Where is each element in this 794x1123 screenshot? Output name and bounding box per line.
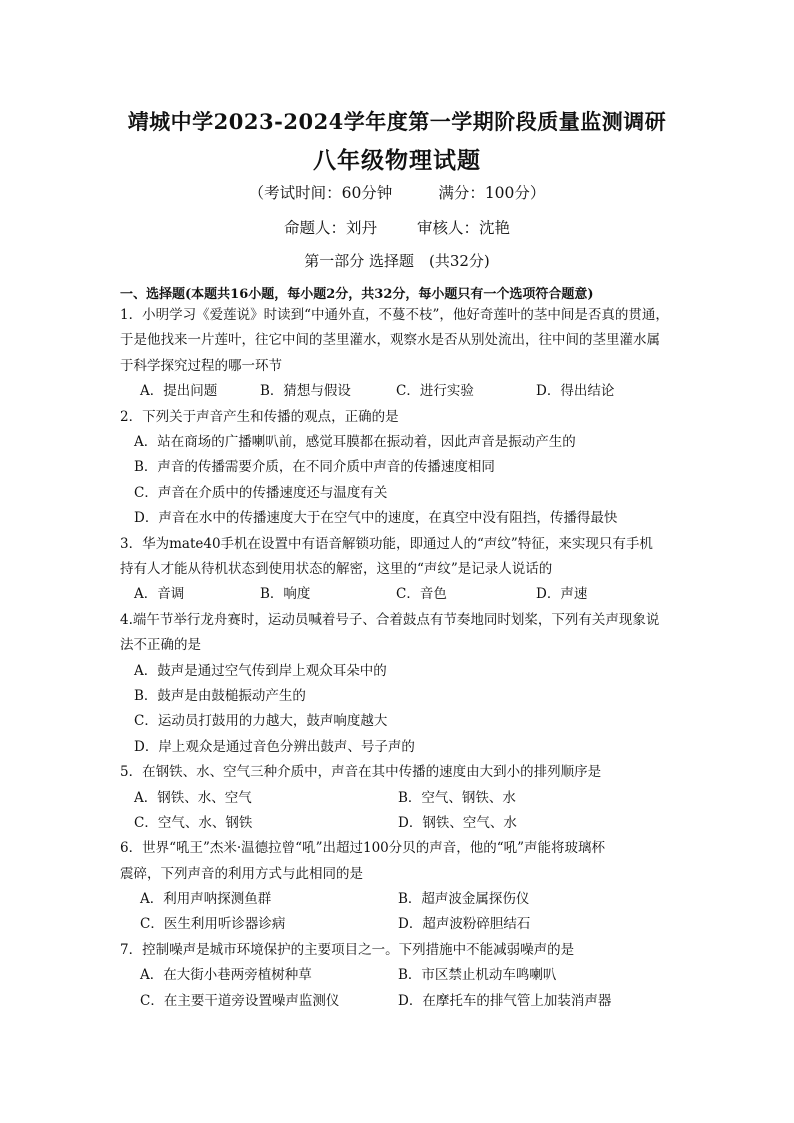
q4-option-d: D．岸上观众是通过音色分辨出鼓声、号子声的 — [134, 739, 415, 755]
q4-line-1: 4.端午节举行龙舟赛时，运动员喊着号子、合着鼓点有节奏地同时划桨，下列有关声现象说 — [120, 612, 660, 628]
q3-option-c: C．音色 — [396, 586, 447, 602]
q7-line-1: 7．控制噪声是城市环境保护的主要项目之一。下列措施中不能减弱噪声的是 — [120, 942, 575, 958]
exam-subtitle: 八年级物理试题 — [313, 147, 481, 174]
part-heading: 第一部分 选择题 (共32分) — [304, 252, 490, 270]
q6-option-b: B．超声波金属探伤仪 — [398, 891, 530, 907]
reviewer: 审核人：沈艳 — [417, 219, 511, 237]
q3-line-2: 持有人才能从待机状态到使用状态的解密，这里的“声纹”是记录人说话的 — [120, 561, 553, 577]
q5-line-1: 5．在钢铁、水、空气三种介质中，声音在其中传播的速度由大到小的排列顺序是 — [120, 764, 602, 780]
q2-option-b: B．声音的传播需要介质，在不同介质中声音的传播速度相同 — [134, 459, 495, 475]
author: 命题人：刘丹 — [283, 219, 377, 237]
q7-option-a: A．在大街小巷两旁植树种草 — [140, 967, 312, 983]
q6-line-2: 震碎，下列声音的利用方式与此相同的是 — [120, 866, 363, 882]
q2-line-1: 2．下列关于声音产生和传播的观点，正确的是 — [120, 409, 399, 425]
q3-line-1: 3．华为mate40手机在设置中有语音解锁功能，即通过人的“声纹”特征，来实现只有手机 — [120, 536, 653, 552]
q2-option-a: A．站在商场的广播喇叭前，感觉耳膜都在振动着，因此声音是振动产生的 — [134, 434, 576, 450]
q1-option-b: B．猜想与假设 — [260, 383, 351, 399]
exam-time: （考试时间：60分钟 — [248, 184, 393, 202]
q5-option-c: C．空气、水、钢铁 — [134, 815, 253, 831]
q3-option-a: A．音调 — [134, 586, 185, 602]
q4-option-b: B．鼓声是由鼓槌振动产生的 — [134, 688, 306, 704]
q3-option-b: B．响度 — [260, 586, 311, 602]
q4-option-c: C．运动员打鼓用的力越大，鼓声响度越大 — [134, 713, 388, 729]
q7-option-d: D．在摩托车的排气管上加装消声器 — [398, 993, 612, 1009]
q6-option-a: A．利用声呐探测鱼群 — [140, 891, 272, 907]
q6-option-c: C．医生利用听诊器诊病 — [140, 916, 286, 932]
q7-option-c: C．在主要干道旁设置噪声监测仪 — [140, 993, 340, 1009]
q4-option-a: A．鼓声是通过空气传到岸上观众耳朵中的 — [134, 663, 387, 679]
q6-option-d: D．超声波粉碎胆结石 — [398, 916, 531, 932]
exam-title: 靖城中学2023-2024学年度第一学期阶段质量监测调研 — [127, 109, 667, 134]
q2-option-d: D．声音在水中的传播速度大于在空气中的速度，在真空中没有阻挡，传播得最快 — [134, 510, 618, 526]
q1-option-a: A．提出问题 — [140, 383, 218, 399]
q1-line-2: 于是他找来一片莲叶，往它中间的茎里灌水，观察水是否从别处流出，往中间的茎里灌水属 — [120, 332, 660, 348]
q7-option-b: B．市区禁止机动车鸣喇叭 — [398, 967, 557, 983]
q2-option-c: C．声音在介质中的传播速度还与温度有关 — [134, 485, 388, 501]
exam-meta-time — [0, 181, 794, 203]
q5-option-a: A．钢铁、水、空气 — [134, 790, 252, 806]
q1-line-1: 1．小明学习《爱莲说》时读到“中通外直，不蔓不枝”，他好奇莲叶的茎中间是否真的贯通， — [120, 307, 669, 323]
full-score: 满分：100分） — [438, 184, 546, 202]
q5-option-d: D．钢铁、空气、水 — [398, 815, 517, 831]
q6-line-1: 6．世界“吼王”杰米·温德拉曾“吼”出超过100分贝的声音，他的“吼”声能将玻璃杯 — [120, 840, 606, 856]
q1-option-d: D．得出结论 — [536, 383, 615, 399]
q4-line-2: 法不正确的是 — [120, 637, 201, 653]
section-heading: 一、选择题(本题共16小题，每小题2分，共32分，每小题只有一个选项符合题意) — [120, 287, 594, 302]
q1-option-c: C．进行实验 — [396, 383, 474, 399]
q1-line-3: 于科学探究过程的哪一环节 — [120, 358, 282, 374]
q3-option-d: D．声速 — [536, 586, 588, 602]
q5-option-b: B．空气、钢铁、水 — [398, 790, 516, 806]
exam-meta-people — [0, 216, 794, 238]
